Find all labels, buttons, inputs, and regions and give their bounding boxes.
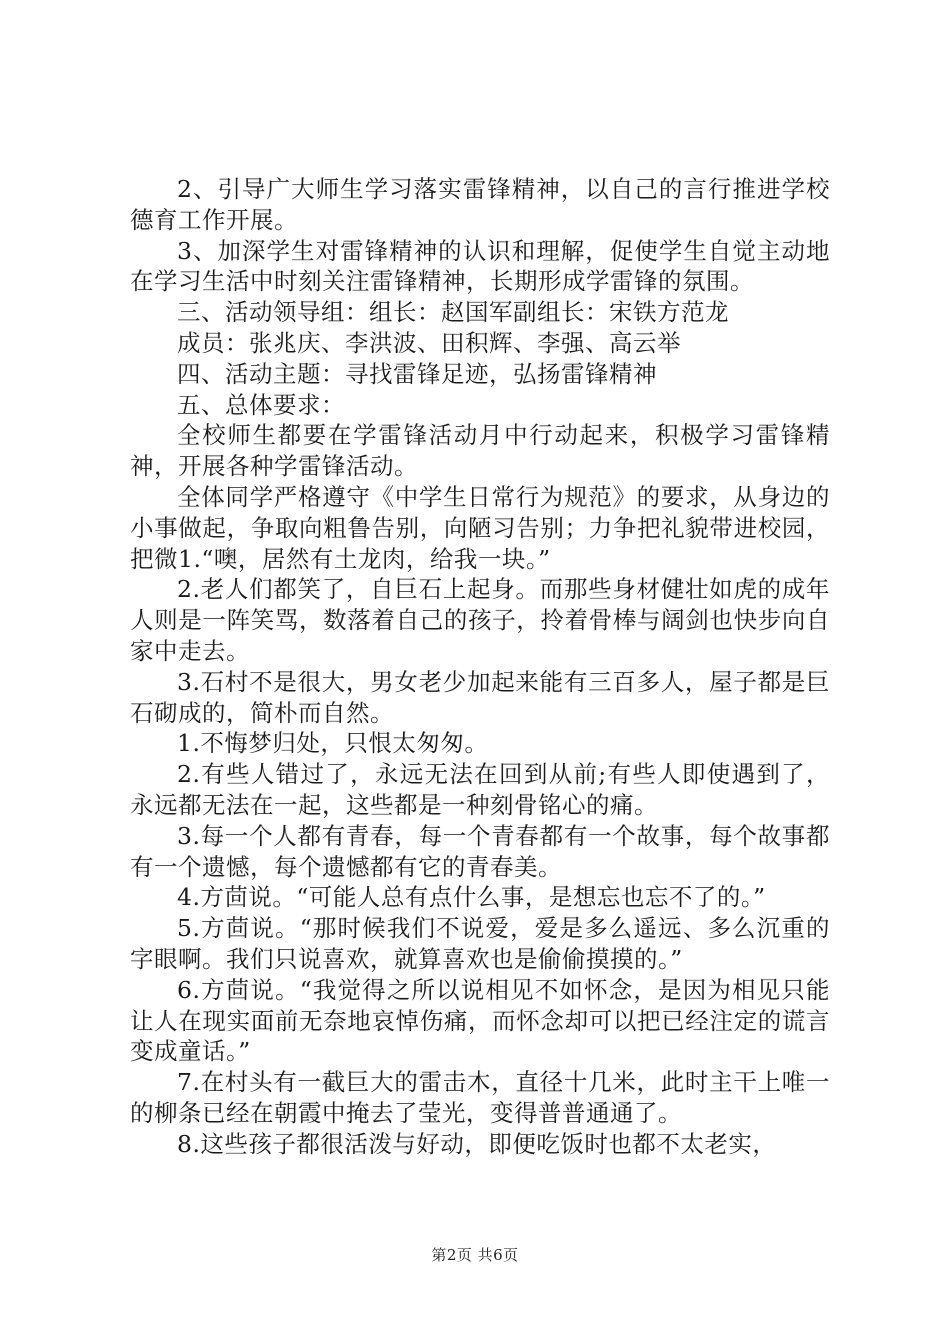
paragraph: 8.这些孩子都很活泼与好动，即便吃饭时也都不太老实， (177, 1129, 777, 1158)
paragraph: 2.老人们都笑了，自巨石上起身。而那些身材健壮如虎的成年人则是一阵笑骂，数落着自己的孩子，拎着骨棒与阔剑也快步向自家中走去。 (130, 575, 830, 665)
paragraph: 3.石村不是很大，男女老少加起来能有三百多人，屋子都是巨石砌成的，简朴而自然。 (130, 667, 830, 727)
paragraph: 五、总体要求： (177, 390, 345, 419)
paragraph: 7.在村头有一截巨大的雷击木，直径十几米，此时主干上唯一的柳条已经在朝霞中掩去了莹光，变得普普通通了。 (130, 1068, 830, 1127)
paragraph: 5.方茴说。“那时候我们不说爱，爱是多么遥远、多么沉重的字眼啊。我们只说喜欢，就算喜欢也是偷偷摸摸的。” (130, 914, 830, 973)
paragraph: 全校师生都要在学雷锋活动月中行动起来，积极学习雷锋精神，开展各种学雷锋活动。 (130, 421, 830, 481)
document-body (130, 174, 830, 1160)
paragraph: 全体同学严格遵守《中学生日常行为规范》的要求，从身边的小事做起，争取向粗鲁告别，向陋习告别；力争把礼貌带进校园，把微1.“噢，居然有土龙肉，给我一块。” (130, 482, 830, 573)
paragraph: 3.每一个人都有青春，每一个青春都有一个故事，每个故事都有一个遗憾，每个遗憾都有它的青春美。 (130, 821, 830, 881)
paragraph: 2.有些人错过了，永远无法在回到从前;有些人即使遇到了，永远都无法在一起，这些都是一种刻骨铭心的痛。 (130, 760, 830, 819)
paragraph: 4.方茴说。“可能人总有点什么事，是想忘也忘不了的。” (177, 883, 766, 912)
paragraph: 三、活动领导组：组长：赵国军副组长：宋铁方范龙 (177, 298, 729, 327)
paragraph: 6.方茴说。“我觉得之所以说相见不如怀念，是因为相见只能让人在现实面前无奈地哀悼伤痛，而怀念却可以把已经注定的谎言变成童话。” (130, 975, 830, 1066)
paragraph: 2、引导广大师生学习落实雷锋精神，以自己的言行推进学校德育工作开展。 (130, 175, 830, 234)
paragraph: 3、加深学生对雷锋精神的认识和理解，促使学生自觉主动地在学习生活中时刻关注雷锋精神，长期形成学雷锋的氛围。 (130, 236, 830, 296)
paragraph: 四、活动主题：寻找雷锋足迹，弘扬雷锋精神 (177, 359, 657, 388)
paragraph: 成员：张兆庆、李洪波、田积辉、李强、高云举 (177, 328, 681, 357)
paragraph: 1.不悔梦归处，只恨太匆匆。 (177, 729, 489, 758)
page-footer (0, 1244, 950, 1265)
page-number: 第2页 共6页 (431, 1246, 519, 1264)
